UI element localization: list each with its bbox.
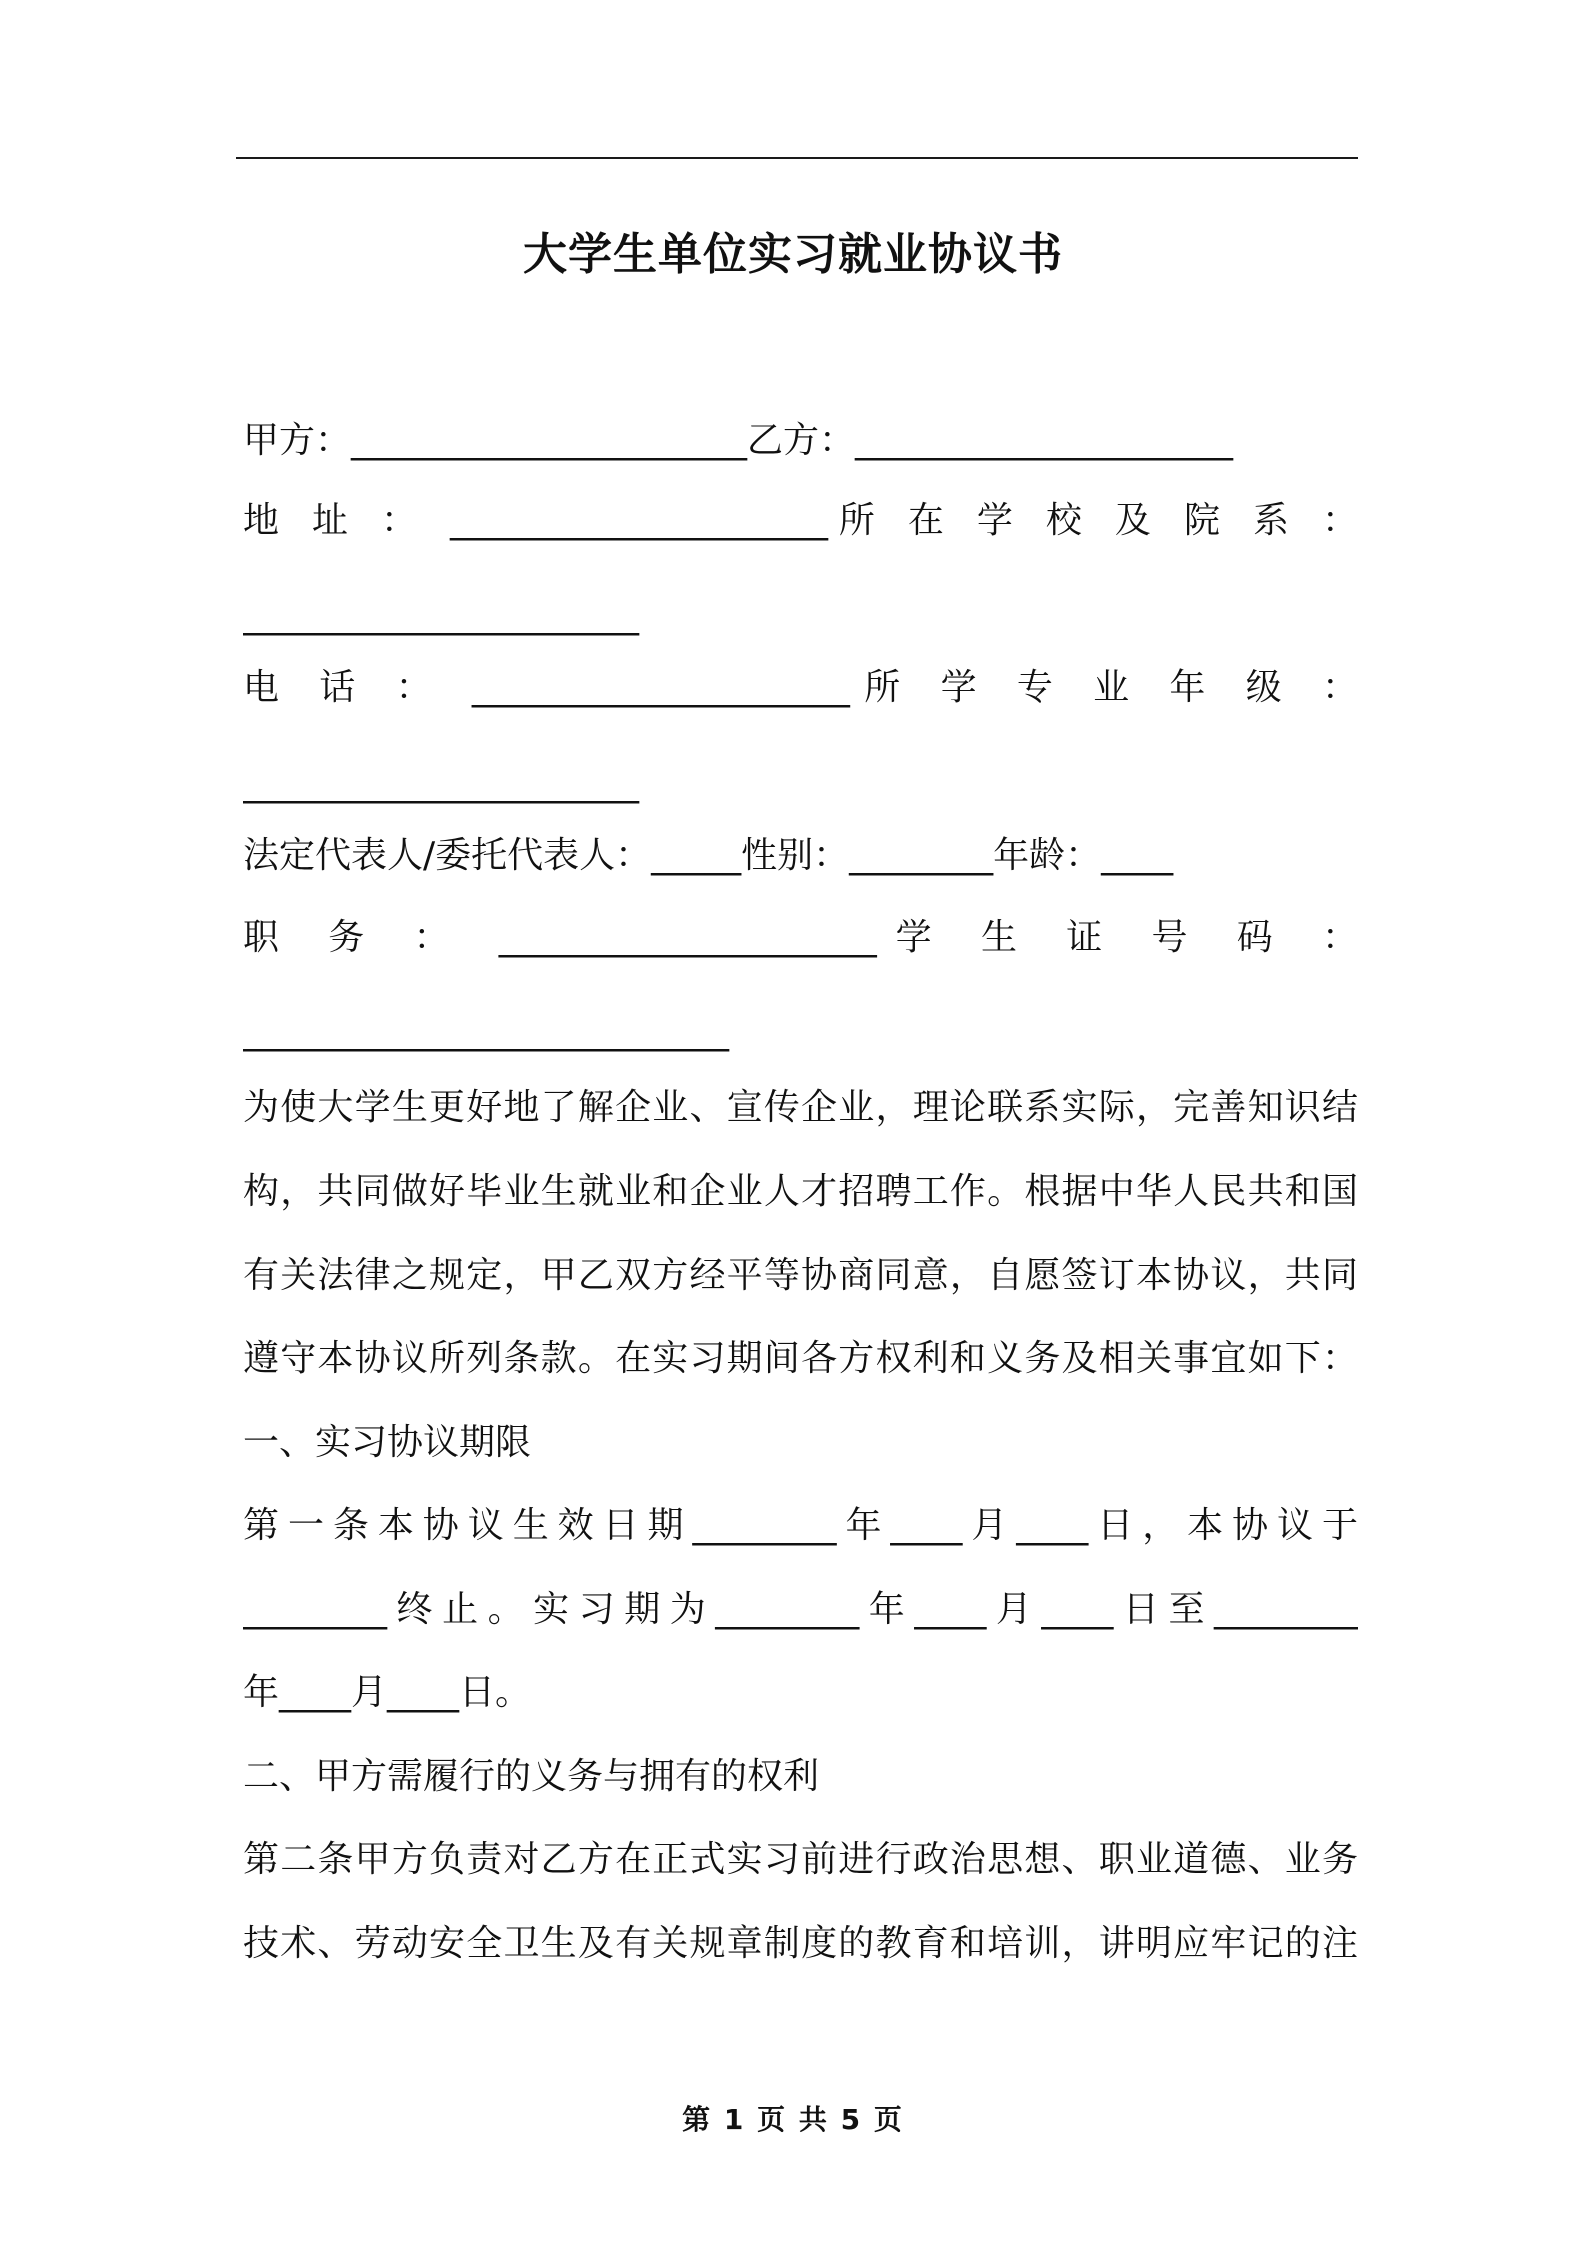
line-address-school: 地 址 ： _____________________所 在 学 校 及 院 系 ： [243, 500, 1358, 541]
line-party-a-b: 甲方：______________________乙方：_____________________ [243, 420, 1234, 461]
paragraph-line: 为使大学生更好地了解企业、宣传企业，理论联系实际，完善知识结 [243, 1087, 1358, 1128]
section-heading: 二、甲方需履行的义务与拥有的权利 [243, 1756, 820, 1797]
document-title: 大学生单位实习就业协议书 [523, 229, 1063, 280]
paragraph-line: 年____月____日。 [243, 1672, 532, 1713]
paragraph-line: 遵守本协议所列条款。在实习期间各方权利和义务及相关事宜如下： [243, 1338, 1358, 1379]
paragraph-line: 第一条本协议生效日期________年____月____日，本协议于 [243, 1505, 1358, 1546]
page-number: 第 1 页 共 5 页 [682, 2103, 904, 2136]
line-major-blank: ______________________ [243, 763, 639, 804]
paragraph-line: 构，共同做好毕业生就业和企业人才招聘工作。根据中华人民共和国 [243, 1171, 1358, 1212]
paragraph-line: 第二条甲方负责对乙方在正式实习前进行政治思想、职业道德、业务 [243, 1839, 1358, 1880]
paragraph-line: ________终止。实习期为________年____月____日至________ [243, 1589, 1358, 1630]
line-representative: 法定代表人/委托代表人：_____性别：________年龄：____ [243, 835, 1174, 876]
paragraph-line: 有关法律之规定，甲乙双方经平等协商同意，自愿签订本协议，共同 [243, 1255, 1358, 1296]
header-rule [236, 157, 1358, 159]
line-position-student-id: 职 务 ： _____________________学 生 证 号 码 ： [243, 917, 1358, 958]
line-school-blank: ______________________ [243, 595, 639, 636]
line-student-id-blank: ___________________________ [243, 1011, 729, 1052]
section-heading: 一、实习协议期限 [243, 1422, 532, 1463]
paragraph-line: 技术、劳动安全卫生及有关规章制度的教育和培训，讲明应牢记的注 [243, 1923, 1358, 1964]
line-phone-major: 电 话 ： _____________________所 学 专 业 年 级 ： [243, 667, 1358, 708]
